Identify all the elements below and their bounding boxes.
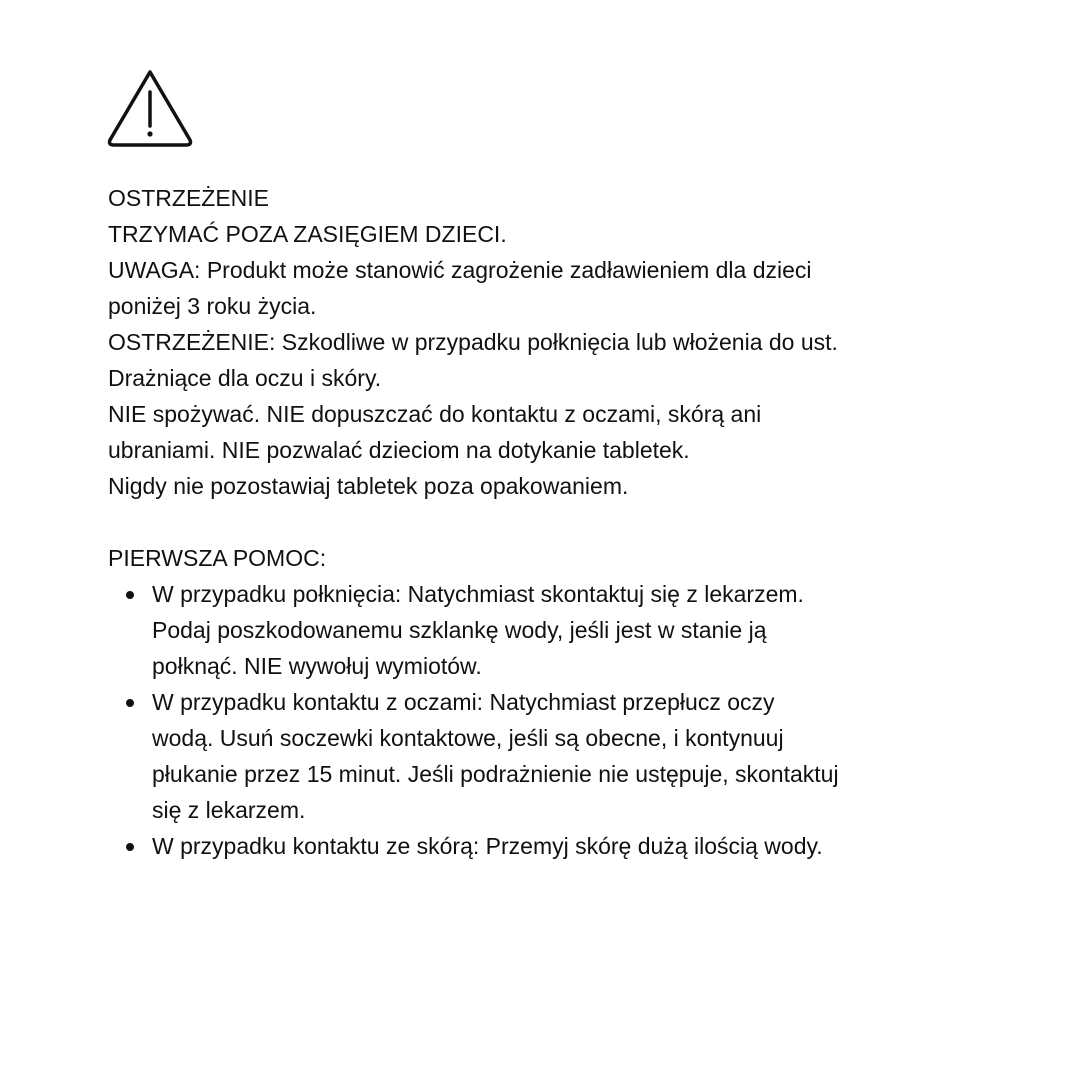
warning-document <box>108 180 839 864</box>
warning-line: Nigdy nie pozostawiaj tabletek poza opakowaniem. <box>108 473 629 499</box>
warning-line: TRZYMAĆ POZA ZASIĘGIEM DZIECI. <box>108 221 507 247</box>
list-item-line: W przypadku połknięcia: Natychmiast skontaktuj się z lekarzem. <box>152 581 804 607</box>
bullet-icon <box>126 699 134 707</box>
warning-title: OSTRZEŻENIE <box>108 185 270 211</box>
warning-line: poniżej 3 roku życia. <box>108 293 317 319</box>
list-item <box>108 828 839 864</box>
warning-line: ubraniami. NIE pozwalać dzieciom na dotykanie tabletek. <box>108 437 690 463</box>
list-item-line: połknąć. NIE wywołuj wymiotów. <box>152 653 482 679</box>
warning-line: Drażniące dla oczu i skóry. <box>108 365 382 391</box>
list-item-line: się z lekarzem. <box>152 797 306 823</box>
list-item-line: Podaj poszkodowanemu szklankę wody, jeśli jest w stanie ją <box>152 617 767 643</box>
list-item-line: wodą. Usuń soczewki kontaktowe, jeśli są obecne, i kontynuuj <box>152 725 784 751</box>
first-aid-section <box>108 540 839 864</box>
warning-section <box>108 180 839 504</box>
list-item-line: W przypadku kontaktu z oczami: Natychmiast przepłucz oczy <box>152 689 775 715</box>
warning-line: NIE spożywać. NIE dopuszczać do kontaktu z oczami, skórą ani <box>108 401 762 427</box>
warning-line: OSTRZEŻENIE: Szkodliwe w przypadku połknięcia lub włożenia do ust. <box>108 329 838 355</box>
list-item <box>108 576 839 684</box>
warning-triangle-icon <box>106 68 194 148</box>
first-aid-heading: PIERWSZA POMOC: <box>108 545 327 571</box>
list-item-line: W przypadku kontaktu ze skórą: Przemyj skórę dużą ilością wody. <box>152 833 823 859</box>
list-item-line: płukanie przez 15 minut. Jeśli podrażnienie nie ustępuje, skontaktuj <box>152 761 839 787</box>
bullet-icon <box>126 843 134 851</box>
warning-line: UWAGA: Produkt może stanowić zagrożenie zadławieniem dla dzieci <box>108 257 812 283</box>
bullet-icon <box>126 591 134 599</box>
list-item <box>108 684 839 828</box>
